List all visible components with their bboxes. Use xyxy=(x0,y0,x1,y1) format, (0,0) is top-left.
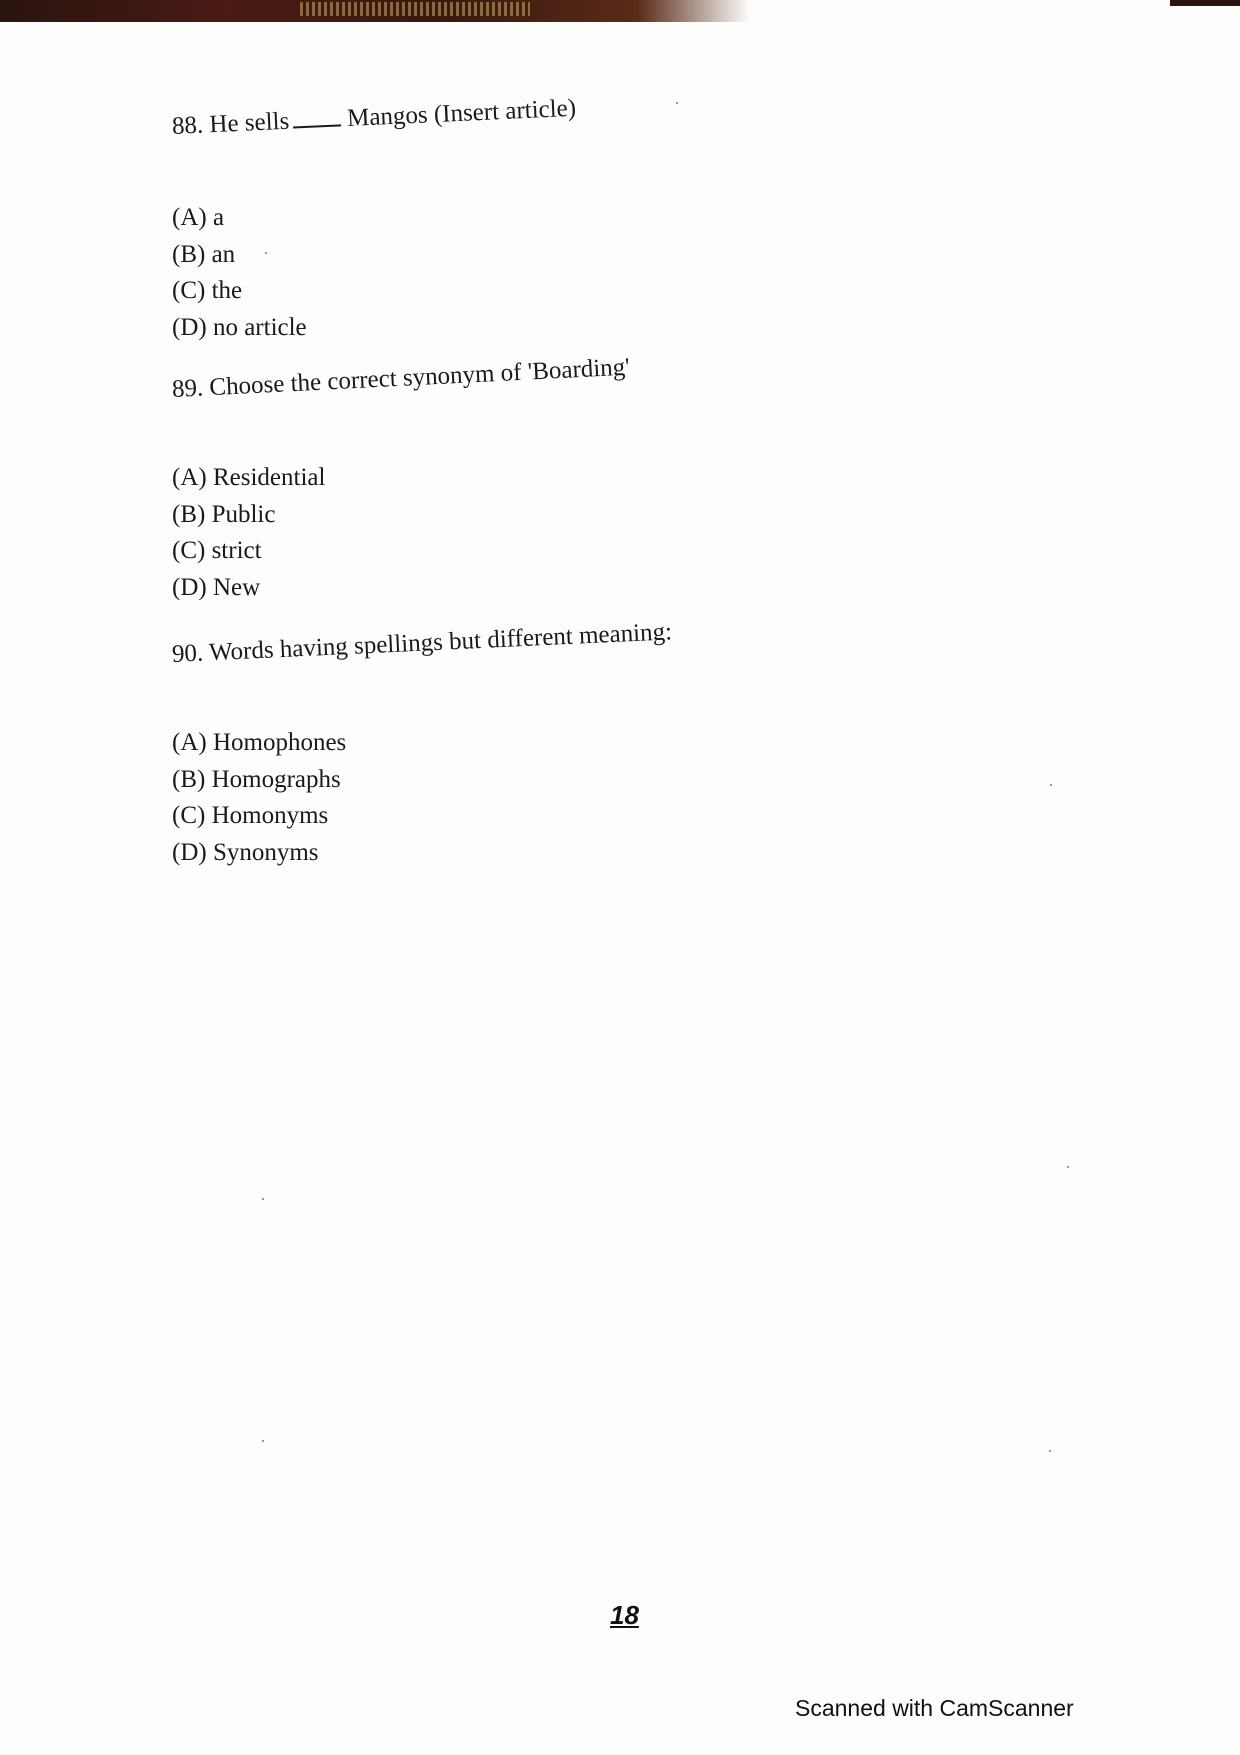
option-a: (A) Homophones xyxy=(172,729,347,756)
question-text: Words having spellings but different meaning: xyxy=(208,618,673,667)
options-88 xyxy=(172,200,307,346)
question-88 xyxy=(171,94,576,142)
option-c: (C) Homonyms xyxy=(172,802,329,829)
option-b: (B) Public xyxy=(172,500,276,528)
page-number: 18 xyxy=(610,1600,639,1630)
scan-speck xyxy=(265,252,267,254)
option-b: (B) an xyxy=(172,240,236,268)
scan-speck xyxy=(1067,1166,1069,1168)
option-d: (D) Synonyms xyxy=(172,838,319,866)
options-89 xyxy=(172,460,325,606)
scan-edge-texture xyxy=(300,2,530,16)
option-c: (C) strict xyxy=(172,537,262,564)
question-number: 88. xyxy=(171,111,204,140)
question-number: 89. xyxy=(171,374,204,403)
option-d: (D) New xyxy=(172,573,261,601)
scanner-watermark: Scanned with CamScanner xyxy=(795,1695,1074,1721)
scan-speck xyxy=(1050,784,1052,786)
scan-edge-strip xyxy=(0,0,750,22)
scan-speck xyxy=(262,1198,264,1200)
scan-speck xyxy=(262,1440,264,1442)
question-90 xyxy=(171,617,672,670)
question-prefix: He sells xyxy=(208,107,290,139)
scan-speck xyxy=(1049,1450,1051,1452)
option-b: (B) Homographs xyxy=(172,765,341,793)
option-d: (D) no article xyxy=(172,313,307,341)
scan-speck xyxy=(676,102,678,104)
question-suffix: Mangos (Insert article) xyxy=(346,94,577,133)
option-c: (C) the xyxy=(172,277,243,304)
scan-edge-corner xyxy=(1170,0,1240,6)
options-90 xyxy=(172,725,346,871)
question-number: 90. xyxy=(171,639,204,668)
question-text: Choose the correct synonym of 'Boarding' xyxy=(208,353,631,402)
question-89 xyxy=(171,353,630,405)
option-a: (A) Residential xyxy=(172,464,326,491)
answer-blank xyxy=(293,104,342,128)
option-a: (A) a xyxy=(172,204,225,231)
